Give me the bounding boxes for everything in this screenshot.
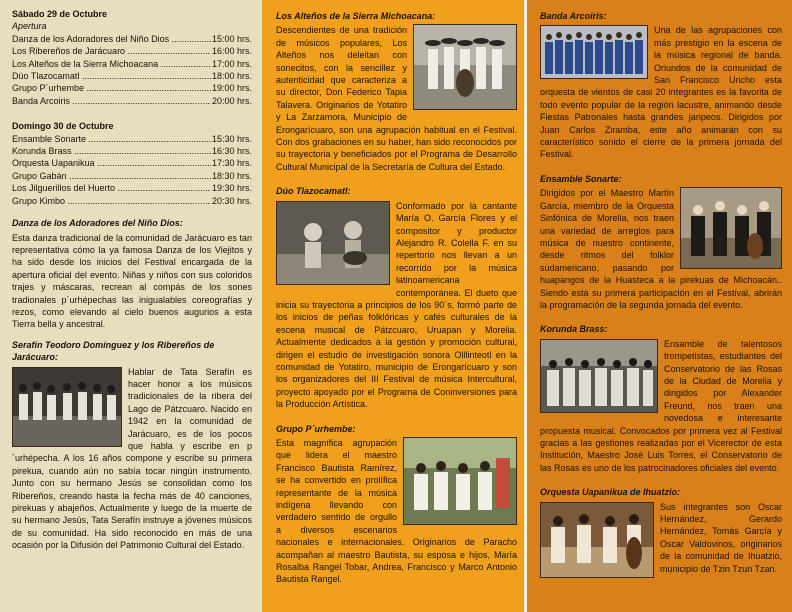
- schedule-act: Korunda Brass .....: [12, 145, 211, 157]
- duo-text: Conformado por la cantante María O. García Flores y el compositor y productor Alejandro R. Colella F. en su repertorio nos llevan a un recorrido por la música latinoamericana contemporánea. El dueto que inicia su trayectoria a principios de los 90´s, formó parte de los inicios de peñas folklóricas y cafés culturales de la escena musical de Pátzcuaro, Uruapan y Morelia. Actualmente dedicados a la gestión y promoción cultural, dirigen el estudio de investigación sonora Olllinteotl en la comunidad de Yotatiro, municipio de Erongarícuaro y son los organizadores del III Festival de música Intercultural, proyecto apoyado por el Programa de Coninversiones para la Producción Artística.: [276, 200, 517, 410]
- altenos-photo: [413, 24, 517, 110]
- schedule-time: 16:30 hrs.: [211, 146, 252, 157]
- danza-title: Danza de los Adoradores del Niño Dios:: [12, 218, 183, 229]
- schedule-time: 19:00 hrs.: [211, 83, 252, 94]
- duo-photo: [276, 201, 390, 285]
- altenos-block: [276, 24, 517, 173]
- sonarte-block: [540, 187, 782, 311]
- schedule-time: 17:00 hrs.: [211, 58, 252, 69]
- altenos-text: Descendientes de una tradición de músicos populares, Los Alteños nos deleitan con sonecitos, con la sencillez y autenticidad que caracteriza a su director, Don Federico Tapia Talavera. Originarios de Yotatiro y La Zarzamora, Municipio de Erongarícuaro, son una agrupación habitual en el Festival. Con dos grabaciones en su haber, han sido reconocidos por su trayectoria y beneficiados por el Programa de Desarrollo Cultural Municipal de la Secretaría de Cultura del Estado.: [276, 25, 517, 172]
- serafin-text: Hablar de Tata Serafín es hacer honor a los músicos tradicionales de la ribera del Lago de Pátzcuaro. Nacido en 1942 en la comunidad de Jarácuaro, es de los pocos que habla y escribe en p´urhépecha. A los 16 años compone y escribe su primera pirekua, cuando aún no sabía tocar ningún instrumento. Junto con su hermano Jesús se consolidan como los Ribereños, creando hasta la fecha más de 40 canciones, pirekuas y abajeños. Actualmente y luego de la muerte de su hermano Jesús, Tata Serafín instruye a jóvenes músicos de su comunidad. Ha sido reconocido en más de una ocasión por la Difusión del Patrimonio Cultural del Estado.: [12, 366, 252, 551]
- sonarte-title: Ensamble Sonarte:: [540, 173, 622, 184]
- schedule-row: [12, 45, 252, 57]
- banda-title: Banda Arcoiris:: [540, 11, 607, 21]
- column-schedule: [0, 0, 262, 612]
- schedule-row: [12, 133, 252, 145]
- schedule-time: 15:30 hrs.: [211, 133, 252, 144]
- saturday-list: [12, 33, 252, 107]
- uapanikua-block: [540, 501, 782, 575]
- banda-text: Una de las agrupaciones con más prestigio en la escena de la música regional de banda. Oriundos de la comunidad de San Francisco Uricho esta orquesta de vientos de casi 20 integrantes es la favorita de todo evento popular de la región lacustre, animando desde Fiestas Patronales hasta grandes jaripeos. Dirigidos por Juan Carlos Ziramba, este año animarán con su característico sonido el cierre de la primera jornada del Festival.: [540, 25, 782, 160]
- sonarte-text: Dirigidos por el Maestro Martín García, miembro de la Orquesta Sinfónica de Morelia, nos traen una variedad de arreglos para música de nuestro continente, desde ritmos del folklor sudamericano, pasando por huapangos de la Huasteca a la pirekuas de Michoacán.. Siendo esta su primera participación en el Festival, abrirán la programación de la segunda jornada del evento.: [540, 188, 782, 310]
- schedule-row: [12, 82, 252, 94]
- schedule-time: 17:30 hrs.: [211, 158, 252, 169]
- schedule-act: Los Jilguerillos del Huerto .....: [12, 182, 211, 194]
- schedule-row: [12, 33, 252, 45]
- serafin-photo: [12, 367, 122, 447]
- saturday-title: Sábado 29 de Octubre: [12, 9, 108, 19]
- schedule-row: [12, 182, 252, 194]
- purhembe-title: Grupo P´urhembe:: [276, 423, 356, 434]
- saturday-subtitle: Apertura: [12, 21, 47, 32]
- purhembe-block: [276, 437, 517, 586]
- schedule-act: Grupo P´urhembe .....: [12, 82, 211, 94]
- schedule-time: 16:00 hrs.: [211, 46, 252, 57]
- sunday-title: Domingo 30 de Octubre: [12, 121, 114, 132]
- banda-photo: [540, 25, 648, 79]
- danza-text: Esta danza tradicional de la comunidad de Jarácuaro es tan representativa cómo la ya famosa Danza de los Viejitos y ha sido desde los inicios del Festival encargada de la apertura oficial del evento. Niñas y niños con sus coloridos trajes y máscaras, recrean al compás de los sones tradionales p´urhépechas las inigualables coreografías y rezos, como elevando al cielo buenos augurios a esta Tierra bella y ancestral.: [12, 232, 252, 330]
- schedule-act: Danza de los Adoradores del Niño Dios .....: [12, 33, 211, 45]
- schedule-act: Banda Arcoiris .....: [12, 95, 211, 107]
- purhembe-photo: [403, 437, 517, 525]
- schedule-time: 20:30 hrs.: [211, 195, 252, 206]
- purhembe-text: Esta magnífica agrupación que lidera el maestro Francisco Bautista Ramírez, se ha convertido en prolífica representante de la música indígena llevando con verdadero sentido de orgullo a diversos escenarios nacionales e internacionales. Originarios de Paracho acompañan al maestro Bautista, su esposa e hijos, María Rosalba Rangel Tobar, Andrea, Francisco y Marco Antonio Bautista Rangel.: [276, 438, 517, 585]
- schedule-act: Grupo Kimbo .....: [12, 195, 211, 207]
- uapanikua-photo: [540, 502, 654, 578]
- schedule-act: Grupo Gabán .....: [12, 170, 211, 182]
- banda-block: [540, 24, 782, 160]
- schedule-row: [12, 157, 252, 169]
- schedule-row: [12, 70, 252, 82]
- column-right: [527, 0, 792, 612]
- korunda-block: [540, 338, 782, 474]
- schedule-act: Ensamble Sonarte .....: [12, 133, 211, 145]
- korunda-photo: [540, 339, 658, 413]
- sunday-list: [12, 133, 252, 207]
- uapanikua-title: Orquesta Uapanikua de Ihuatzio:: [540, 487, 681, 498]
- serafin-block: [12, 366, 252, 552]
- schedule-time: 19:30 hrs.: [211, 183, 252, 194]
- korunda-text: Ensamble de talentosos trompetistas, estudiantes del Conservatorio de las Rosas de la Ciudad de Morelia y dirigidos por Alexander Freund, nos traen una novedosa e interesante propuesta musical. Convocados por primera vez al Festival gracias a las gestiones realizadas por el Vicerector de esta Institución, Maestro José Luis Torres, el Conservatorio de las Rosas es uno de los patrocinadores oficiales del evento.: [540, 338, 782, 473]
- serafin-title: Serafín Teodoro Domínguez y los Ribereños de Jarácuaro:: [12, 339, 215, 363]
- column-middle: [262, 0, 527, 612]
- schedule-act: Los Ribereños de Jarácuaro .....: [12, 45, 211, 57]
- schedule-time: 18:00 hrs.: [211, 71, 252, 82]
- schedule-row: [12, 95, 252, 107]
- schedule-row: [12, 145, 252, 157]
- duo-title: Dúo Tlazocamatl:: [276, 186, 351, 197]
- sonarte-photo: [680, 187, 782, 269]
- schedule-time: 18:30 hrs.: [211, 170, 252, 181]
- uapanikua-text: Sus integrantes son Oscar Hernández, Gerardo Hernández, Tomás García y Oscar Valdovinos, originarios de la comunidad de Ihuatzio, municipio de Tzin Tzun Tzan.: [660, 501, 782, 574]
- duo-block: [276, 200, 517, 411]
- schedule-row: [12, 58, 252, 70]
- schedule-row: [12, 195, 252, 207]
- schedule-time: 15:00 hrs.: [211, 33, 252, 44]
- schedule-time: 20:00 hrs.: [211, 95, 252, 106]
- schedule-act: Los Alteños de la Sierra Michoacana .....: [12, 58, 211, 70]
- schedule-act: Orquesta Uapanikua .....: [12, 157, 211, 169]
- korunda-title: Korunda Brass:: [540, 324, 608, 335]
- altenos-title: Los Alteños de la Sierra Michoacana:: [276, 11, 436, 21]
- schedule-act: Dúo Tlazocamatl .....: [12, 70, 211, 82]
- schedule-row: [12, 170, 252, 182]
